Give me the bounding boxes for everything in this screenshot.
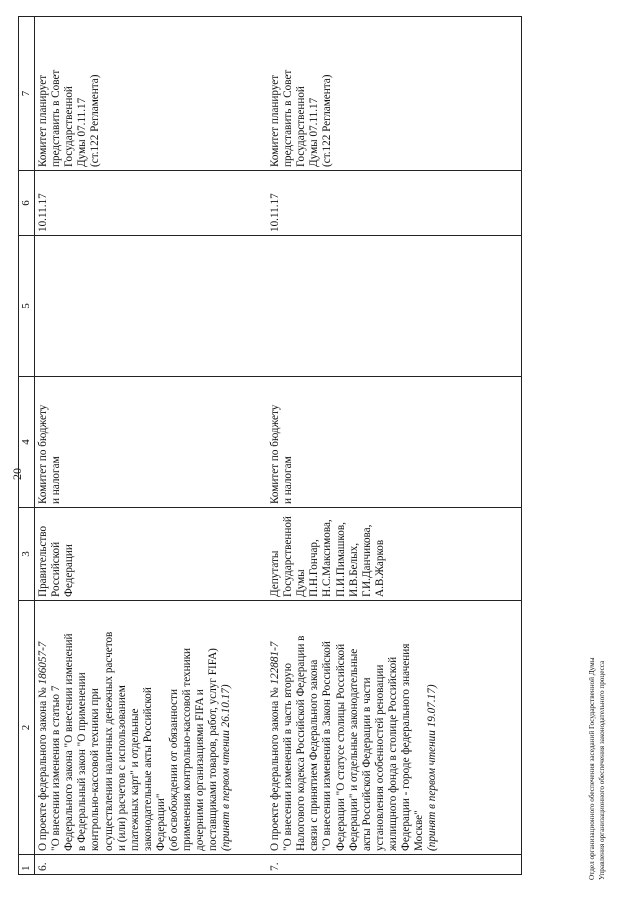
text-line: Комитет планирует [37, 74, 50, 167]
text-line: П.Н.Гончар, [308, 539, 321, 597]
text-line: контрольно-кассовой техники при [89, 688, 102, 851]
text-line: осуществлении наличных денежных расчетов [102, 631, 115, 851]
table-row [35, 17, 268, 875]
bill-title-first-line [269, 604, 282, 851]
bill-title-first-line [37, 604, 50, 851]
row-number: 7. [267, 855, 522, 875]
footer-directorate: Управления организационного обеспечения законодательного процесса [597, 660, 606, 880]
bill-author [35, 508, 268, 601]
column-header-3: 3 [19, 508, 35, 601]
bill-title-prefix: О проекте федерального закона № [37, 684, 50, 851]
deadline-date: 10.11.17 [35, 171, 268, 236]
plan-lines [269, 20, 334, 167]
column-5-cell [267, 236, 522, 377]
first-reading-note: (принят в первом чтении 26.10.17) [220, 684, 233, 851]
author-lines [269, 511, 387, 597]
bill-title-lines [50, 604, 220, 851]
text-line: Комитет планирует [269, 74, 282, 167]
text-line: Думы 07.11.17 [76, 97, 89, 167]
text-line: и налогам [282, 456, 295, 504]
column-header-6: 6 [19, 171, 35, 236]
text-line: Федерации" [154, 793, 167, 851]
text-line: Российской [50, 541, 63, 597]
text-line: Государственной [63, 86, 76, 167]
committee-plan [267, 17, 522, 171]
text-line: И.В.Белых, [347, 542, 360, 597]
text-line: поставщиками товаров, работ, услуг FIFA) [207, 648, 220, 851]
text-line: Г.И.Данчикова, [360, 524, 373, 597]
footer-department: Отдел организационного обеспечения заседаний Государственной Думы [588, 657, 596, 880]
first-reading-note: (принят в первом чтении 19.07.17) [426, 684, 439, 851]
committee-plan [35, 17, 268, 171]
text-line: Депутаты [269, 550, 282, 597]
responsible-committee [35, 377, 268, 508]
text-line: (ст.122 Регламента) [321, 74, 334, 167]
bill-title-lines [282, 604, 426, 851]
deadline-date: 10.11.17 [267, 171, 522, 236]
text-line: Федерального закона "О внесении изменений [63, 633, 76, 851]
text-line: П.И.Пимашков, [334, 522, 347, 597]
text-line: в Федеральный закон "О применении [76, 672, 89, 851]
text-line: А.В.Жарков [373, 539, 386, 597]
bill-title-prefix: О проекте федерального закона № [269, 684, 282, 851]
bill-number: 186057-7 [37, 641, 50, 685]
text-line: Н.С.Максимова, [321, 519, 334, 597]
text-line: Правительство [37, 525, 50, 597]
text-line: Думы 07.11.17 [308, 97, 321, 167]
text-line: (ст.122 Регламента) [89, 74, 102, 167]
text-line: представить в Совет [282, 69, 295, 167]
text-line: установления особенностей реновации [373, 664, 386, 851]
author-lines [37, 511, 76, 597]
page-number: 20 [10, 468, 24, 480]
text-line: Федерации [63, 544, 76, 597]
text-line: дочерними организациями FIFA и [194, 689, 207, 851]
column-5-cell [35, 236, 268, 377]
text-line: "О внесении изменения в статью 7 [50, 685, 63, 851]
text-line: платежных карт" и отдельные [128, 708, 141, 851]
header-row [19, 17, 35, 875]
text-line: и налогам [50, 456, 63, 504]
text-line: Государственной [282, 516, 295, 597]
text-line: "О внесении изменений в Закон Российской [321, 641, 334, 851]
text-line: "О внесении изменений в часть вторую [282, 663, 295, 851]
text-line: Москве" [413, 810, 426, 851]
text-line: Федерации - городе федерального значения [400, 643, 413, 851]
agenda-table [18, 16, 522, 875]
text-line: акты Российской Федерации в части [360, 677, 373, 851]
text-line: Комитет по бюджету [269, 404, 282, 504]
column-header-5: 5 [19, 236, 35, 377]
document-footer [588, 657, 607, 880]
plan-lines [37, 20, 102, 167]
committee-lines [37, 380, 63, 504]
table-row [267, 17, 522, 875]
text-line: связи с принятием Федерального закона [308, 659, 321, 851]
bill-number: 122881-7 [269, 641, 282, 685]
bill-description [267, 601, 522, 855]
text-line: жилищного фонда в столице Российской [386, 656, 399, 851]
column-header-4: 4 [19, 377, 35, 508]
responsible-committee [267, 377, 522, 508]
column-header-1: 1 [19, 855, 35, 875]
text-line: Налогового кодекса Российской Федерации в [295, 635, 308, 851]
text-line: Федерации "О статусе столицы Российской [334, 643, 347, 851]
text-line: Государственной [295, 86, 308, 167]
column-header-7: 7 [19, 17, 35, 171]
bill-description [35, 601, 268, 855]
column-header-2: 2 [19, 601, 35, 855]
row-number: 6. [35, 855, 268, 875]
text-line: Федерации" и отдельные законодательные [347, 648, 360, 851]
bill-author [267, 508, 522, 601]
text-line: применения контрольно-кассовой техники [181, 647, 194, 851]
text-line: (об освобождении от обязанности [168, 689, 181, 851]
committee-lines [269, 380, 295, 504]
text-line: и (или) расчетов с использованием [115, 685, 128, 851]
text-line: Думы [295, 569, 308, 597]
text-line: представить в Совет [50, 69, 63, 167]
text-line: Комитет по бюджету [37, 404, 50, 504]
text-line: законодательные акты Российской [141, 687, 154, 851]
